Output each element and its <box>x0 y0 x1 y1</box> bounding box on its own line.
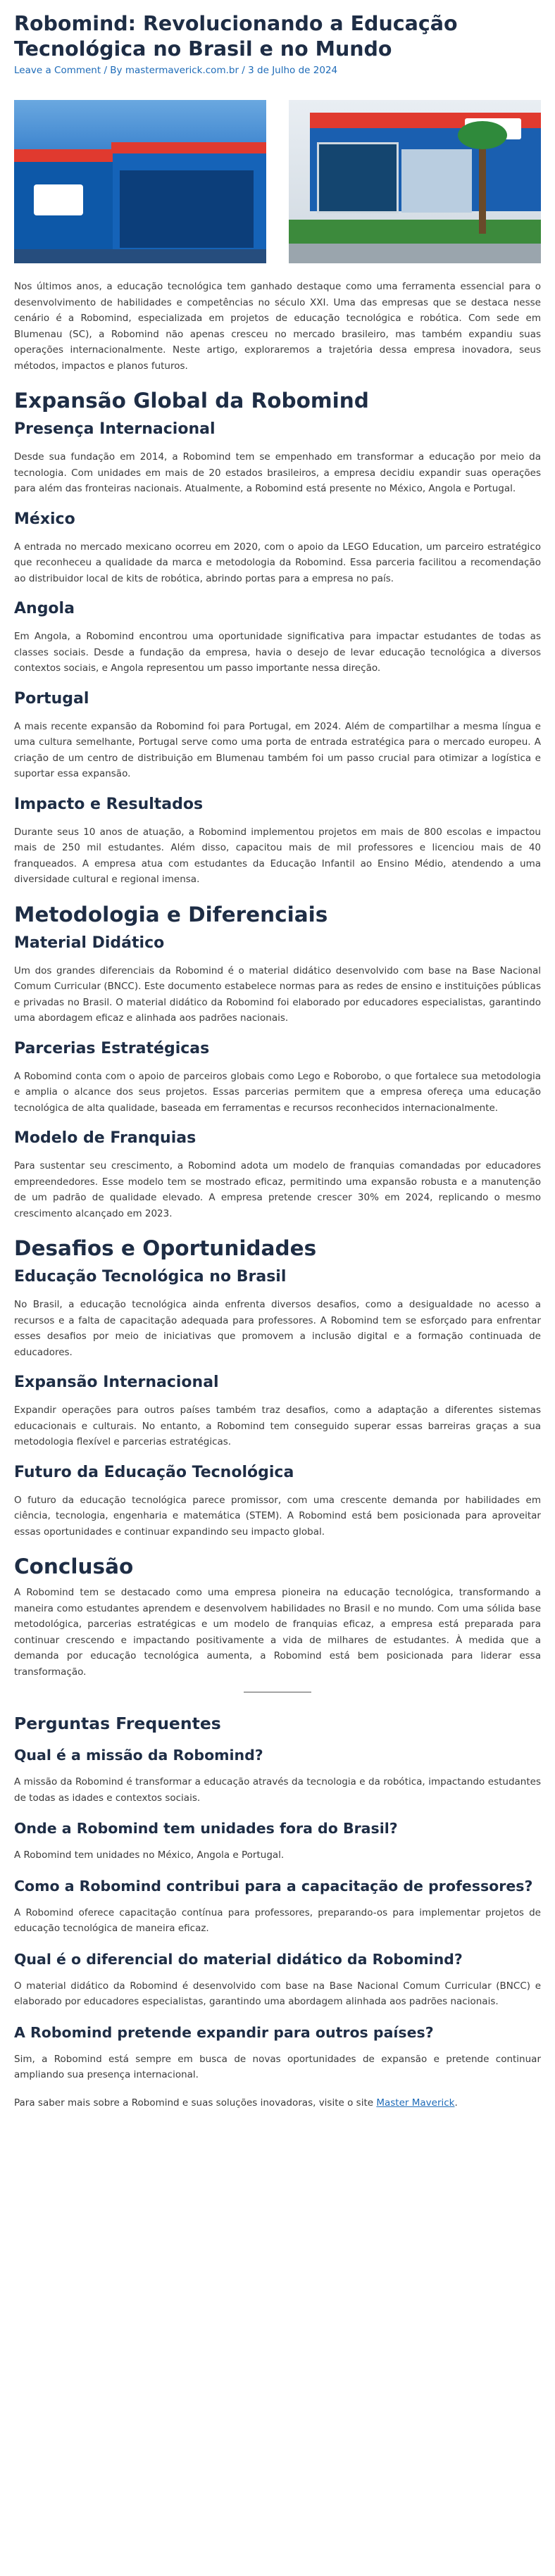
subsection-heading: Material Didático <box>14 934 165 952</box>
paragraph: O futuro da educação tecnológica parece promissor, com uma crescente demanda por habilidades em ciência, tecnologia, engenharia e matemática (STEM). A Robomind está bem posicionada para aproveitar essas oportunidades e continuar expandindo seu impacto global. <box>14 1494 541 1538</box>
paragraph: No Brasil, a educação tecnológica ainda enfrenta diversos desafios, como a desigualdade no acesso a recursos e a falta de capacitação adequada para professores. A Robomind tem se esforçado para enfrentar esses desafios por meio de iniciativas que promovem a inclusão digital e a formação continuada de educadores. <box>14 1299 541 1358</box>
subsection-heading: Futuro da Educação Tecnológica <box>14 1463 294 1481</box>
subsection-heading: Parcerias Estratégicas <box>14 1039 210 1057</box>
paragraph: A entrada no mercado mexicano ocorreu em 2020, com o apoio da LEGO Education, um parceiro estratégico que reconheceu a qualidade da marca e metodologia da Robomind. Essa parceria facilitou a recomendação ao distribuidor local de kits de robótica, abrindo portas para a empresa no país. <box>14 541 541 584</box>
footer-period: . <box>454 2097 458 2109</box>
paragraph: Para sustentar seu crescimento, a Robomind adota um modelo de franquias comandadas por educadores empreendedores. Esse modelo tem se mostrado eficaz, permitindo uma expansão robusta e a manutenção de um padrão de qualidade elevado. A empresa pretende crescer 30% em 2024, replicando o mesmo crescimento alcançado em 2023. <box>14 1160 541 1219</box>
faq-question: A Robomind pretende expandir para outros países? <box>14 2023 434 2041</box>
footer-text: Para saber mais sobre a Robomind e suas soluções inovadoras, visite o site <box>14 2097 377 2109</box>
meta-separator: / <box>239 65 249 76</box>
comment-link[interactable]: Leave a Comment <box>14 65 101 76</box>
article-images <box>14 100 541 263</box>
subsection-heading: Presença Internacional <box>14 420 216 438</box>
paragraph: A Robomind tem se destacado como uma empresa pioneira na educação tecnológica, transformando a maneira como estudantes aprendem e desenvolvem habilidades no Brasil e no mundo. Com uma sólida base metodológica, parcerias estratégicas e um modelo de franquias eficaz, a empresa está preparada para continuar crescendo e impactando positivamente a vida de milhares de estudantes. À medida que a demanda por educação tecnológica aumenta, a Robomind está bem posicionada para liderar essa transformação. <box>14 1587 541 1678</box>
distribution-center-photo <box>289 100 541 263</box>
subsection-heading: Expansão Internacional <box>14 1374 219 1391</box>
paragraph: Durante seus 10 anos de atuação, a Robomind implementou projetos em mais de 800 escolas e impactou mais de 250 mil estudantes. Além disso, capacitou mais de mil professores e licenciou mais de 40 franqueados. A empresa atua com estudantes da Educação Infantil ao Ensino Médio, atendendo a uma diversidade cultural e regional imensa. <box>14 826 541 885</box>
faq-answer: O material didático da Robomind é desenvolvido com base na Base Nacional Comum Curricular (BNCC) e elaborado por educadores especialistas, garantindo uma abordagem alinhada aos padrões nacionais. <box>14 1980 541 2007</box>
subsection-heading: Modelo de Franquias <box>14 1129 197 1147</box>
faq-question: Qual é o diferencial do material didático da Robomind? <box>14 1950 463 1968</box>
paragraph: A mais recente expansão da Robomind foi para Portugal, em 2024. Além de compartilhar a mesma língua e uma cultura semelhante, Portugal serve como uma porta de entrada estratégica para o mercado europeu. A criação de um centro de distribuição em Blumenau também foi um passo crucial para otimizar a logística e suportar essa expansão. <box>14 720 541 779</box>
post-date: 3 de Julho de 2024 <box>248 65 338 76</box>
faq-heading: Perguntas Frequentes <box>14 1714 221 1733</box>
faq-question: Qual é a missão da Robomind? <box>14 1747 263 1764</box>
subsection-heading: Angola <box>14 600 75 617</box>
post-meta <box>14 65 541 76</box>
intro-paragraph: Nos últimos anos, a educação tecnológica tem ganhado destaque como uma ferramenta essencial para o desenvolvimento de habilidades e competências no século XXI. Uma das empresas que se destaca nesse cenário é a Robomind, especializada em projetos de educação tecnológica e robótica. Com sede em Blumenau (SC), a Robomind não apenas cresceu no mercado brasileiro, mas também expandiu suas operações internacionalmente. Neste artigo, exploraremos a trajetória dessa empresa inovadora, seus métodos, impactos e planos futuros. <box>14 281 541 372</box>
paragraph: A Robomind conta com o apoio de parceiros globais como Lego e Roborobo, o que fortalece sua metodologia e amplia o alcance dos seus projetos. Essas parcerias permitem que a empresa ofereça uma educação tecnológica de alta qualidade, baseada em ferramentas e recursos reconhecidos internacionalmente. <box>14 1070 541 1114</box>
master-maverick-link[interactable]: Master Maverick <box>376 2097 455 2109</box>
section-heading: Desafios e Oportunidades <box>14 1236 317 1260</box>
paragraph: Expandir operações para outros países também traz desafios, como a adaptação a diferentes sistemas educacionais e culturais. No entanto, a Robomind tem conseguido superar essas barreiras graças a sua metodologia flexível e parcerias estratégicas. <box>14 1405 541 1447</box>
subsection-heading: Impacto e Resultados <box>14 795 204 813</box>
faq-answer: Sim, a Robomind está sempre em busca de novas oportunidades de expansão e pretende continuar ampliando sua presença internacional. <box>14 2053 541 2080</box>
faq-answer: A Robomind tem unidades no México, Angola e Portugal. <box>14 1849 285 1861</box>
paragraph: Desde sua fundação em 2014, a Robomind tem se empenhado em transformar a educação por meio da tecnologia. Com unidades em mais de 20 estados brasileiros, a empresa decidiu expandir suas operações para além das fronteiras nacionais. Atualmente, a Robomind está presente no México, Angola e Portugal. <box>14 451 541 494</box>
subsection-heading: Educação Tecnológica no Brasil <box>14 1268 287 1286</box>
robomind-building-photo <box>14 100 266 263</box>
section-heading: Conclusão <box>14 1554 134 1578</box>
section-heading: Expansão Global da Robomind <box>14 389 369 413</box>
section-heading: Metodologia e Diferenciais <box>14 902 328 926</box>
paragraph: Em Angola, a Robomind encontrou uma oportunidade significativa para impactar estudantes de todas as classes sociais. Desde a fundação da empresa, havia o desejo de levar educação tecnológica a diversos contextos sociais, e Angola representou um passo importante nessa direção. <box>14 631 541 674</box>
faq-question: Onde a Robomind tem unidades fora do Brasil? <box>14 1820 398 1837</box>
faq-question: Como a Robomind contribui para a capacitação de professores? <box>14 1877 533 1895</box>
meta-separator: / By <box>101 65 125 76</box>
article-title: Robomind: Revolucionando a Educação Tecnológica no Brasil e no Mundo <box>14 12 458 61</box>
subsection-heading: Portugal <box>14 689 89 708</box>
subsection-heading: México <box>14 510 75 528</box>
paragraph: Um dos grandes diferenciais da Robomind é o material didático desenvolvido com base na Base Nacional Comum Curricular (BNCC). Este documento estabelece normas para as redes de ensino e instituições públicas e privadas no Brasil. O material didático da Robomind foi elaborado por educadores especialistas, garantindo uma abordagem eficaz e alinhada aos padrões nacionais. <box>14 965 541 1024</box>
faq-answer: A missão da Robomind é transformar a educação através da tecnologia e da robótica, impactando estudantes de todas as idades e contextos sociais. <box>14 1776 541 1804</box>
faq-answer: A Robomind oferece capacitação contínua para professores, preparando-os para implementar projetos de educação tecnológica de maneira eficaz. <box>14 1906 541 1934</box>
author-link[interactable]: mastermaverick.com.br <box>125 65 239 76</box>
footer-paragraph <box>14 2095 541 2111</box>
